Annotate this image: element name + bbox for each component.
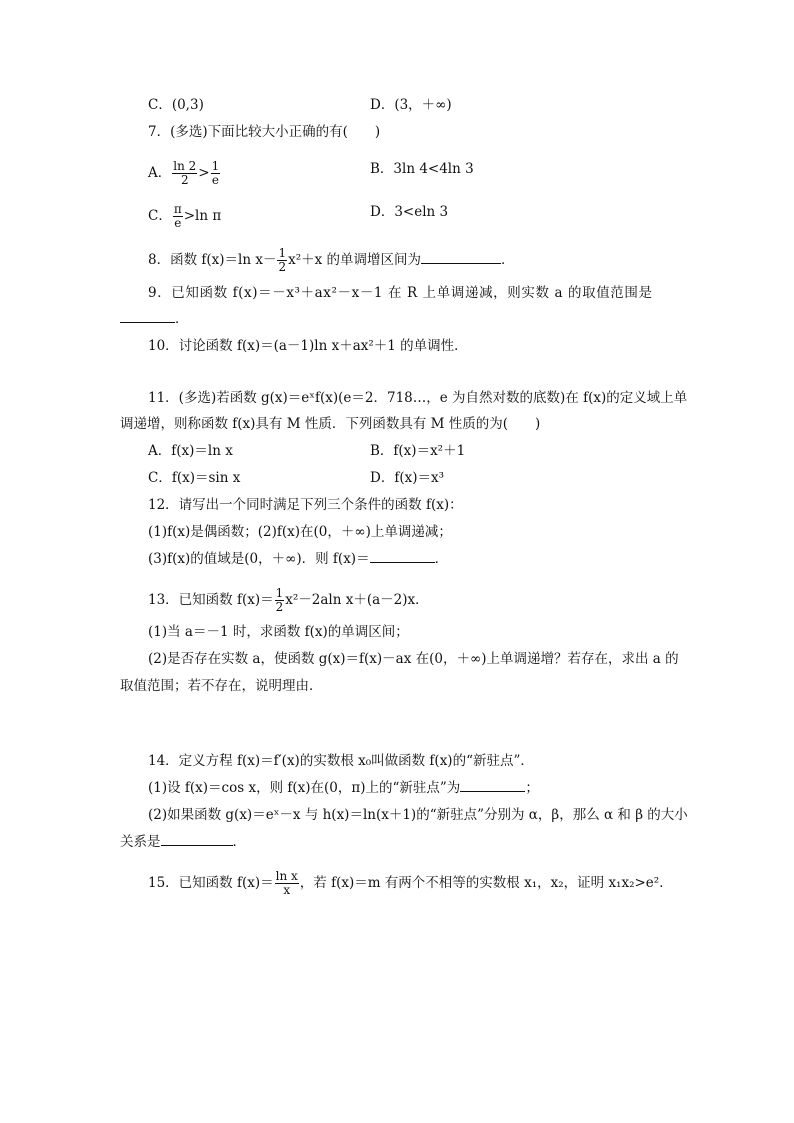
q13-frac-den: 2	[275, 600, 284, 614]
q12-end: ．	[434, 551, 449, 567]
q7-c-rest: >ln π	[183, 208, 222, 224]
q6-option-d: D．(3，＋∞)	[370, 97, 452, 113]
q8-frac-num: 1	[278, 246, 287, 260]
q14-line1: 14．定义方程 f(x)＝f′(x)的实数根 x₀叫做函数 f(x)的“新驻点”．	[148, 753, 534, 769]
q11-option-a: A．f(x)＝ln x	[148, 443, 233, 459]
q7-a-den2: e	[211, 173, 219, 187]
q8-pre: 8．函数 f(x)＝ln x－	[148, 252, 277, 268]
q7-c-den: e	[174, 216, 182, 230]
q8-answer-blank[interactable]	[421, 251, 501, 264]
q7-a-num2: 1	[211, 159, 220, 173]
q7-a-prefix: A．	[148, 165, 172, 181]
q12-answer-blank[interactable]	[370, 550, 435, 563]
q9-answer-blank[interactable]	[120, 310, 175, 323]
q11-option-b: B．f(x)＝x²＋1	[370, 443, 466, 459]
q15-frac-den: x	[283, 883, 291, 897]
q6-option-c: C．(0,3)	[148, 97, 204, 113]
q14-part2-end: ．	[232, 834, 246, 850]
q7-a-rel: >	[198, 165, 210, 181]
q11-line1: 11．(多选)若函数 g(x)＝eˣf(x)(e＝2．718…，e 为自然对数的底数)在 f(x)的定义域上单	[148, 390, 688, 406]
q9-end: ．	[175, 311, 189, 327]
q13-fraction	[275, 587, 285, 614]
q7-stem: 7．(多选)下面比较大小正确的有( )	[148, 124, 381, 140]
q10-text: 10．讨论函数 f(x)＝(a－1)ln x＋ax²＋1 的单调性．	[148, 338, 468, 354]
q8-text	[148, 247, 515, 274]
q9-line2	[120, 310, 189, 328]
q15-text	[148, 870, 673, 897]
q15-fraction	[275, 870, 299, 897]
q8-end: ．	[501, 252, 515, 268]
q14-part1-text: (1)设 f(x)＝cos x，则 f(x)在(0，π)上的“新驻点”为	[148, 780, 461, 796]
q8-fraction	[277, 247, 287, 274]
q7-c-prefix: C．	[148, 208, 172, 224]
q7-c-num: π	[173, 202, 182, 216]
q11-option-d: D．f(x)＝x³	[370, 470, 444, 486]
q12-line3	[148, 550, 448, 568]
q14-part2-blank[interactable]	[161, 833, 233, 846]
q7-option-b: B．3ln 4<4ln 3	[370, 161, 474, 177]
q14-part1	[148, 779, 539, 797]
q12-line3-text: (3)f(x)的值域是(0，＋∞)．则 f(x)＝	[148, 551, 370, 567]
q7-c-fraction	[173, 203, 183, 230]
q14-part2-line1: (2)如果函数 g(x)＝eˣ－x 与 h(x)＝ln(x＋1)的“新驻点”分别为 α，β，那么 α 和 β 的大小	[148, 807, 688, 823]
q13-stem	[148, 587, 429, 614]
q15-pre: 15．已知函数 f(x)＝	[148, 875, 274, 891]
q9-line1: 9．已知函数 f(x)＝－x³＋ax²－x－1 在 R 上单调递减，则实数 a 的取值范围是	[148, 285, 653, 301]
q13-part2-line2: 取值范围；若不存在，说明理由．	[120, 678, 323, 694]
q7-option-d: D．3<eln 3	[370, 204, 449, 220]
q13-frac-num: 1	[275, 586, 284, 600]
q7-a-num1: ln 2	[173, 159, 197, 173]
q7-a-fraction-2	[211, 160, 221, 187]
q14-part2-line2	[120, 833, 246, 851]
q7-option-c	[148, 203, 221, 230]
q14-part2-line2-text: 关系是	[120, 834, 161, 850]
q7-a-den1: 2	[180, 173, 189, 187]
q14-part1-blank[interactable]	[460, 779, 525, 792]
q7-a-fraction-1	[172, 160, 197, 187]
q11-option-c: C．f(x)＝sin x	[148, 470, 241, 486]
q14-part1-end: ；	[525, 780, 539, 796]
q11-line2: 调递增，则称函数 f(x)具有 M 性质．下列函数具有 M 性质的为( )	[120, 416, 541, 432]
q12-line1: 12．请写出一个同时满足下列三个条件的函数 f(x)：	[148, 497, 463, 513]
q13-pre: 13．已知函数 f(x)＝	[148, 592, 274, 608]
q8-post: x²＋x 的单调增区间为	[288, 252, 422, 268]
q13-post: x²－2aln x＋(a－2)x．	[285, 592, 429, 608]
q15-post: ，若 f(x)＝m 有两个不相等的实数根 x₁，x₂，证明 x₁x₂>e²．	[299, 875, 673, 891]
q15-frac-num: ln x	[275, 869, 298, 883]
q13-part2-line1: (2)是否存在实数 a，使函数 g(x)＝f(x)－ax 在(0，＋∞)上单调递增？若存在，求出 a 的	[148, 651, 679, 667]
q7-option-a	[148, 160, 221, 187]
q8-frac-den: 2	[278, 260, 287, 274]
q12-line2: (1)f(x)是偶函数；(2)f(x)在(0，＋∞)上单调递减；	[148, 524, 452, 540]
q13-part1: (1)当 a＝－1 时，求函数 f(x)的单调区间；	[148, 624, 409, 640]
